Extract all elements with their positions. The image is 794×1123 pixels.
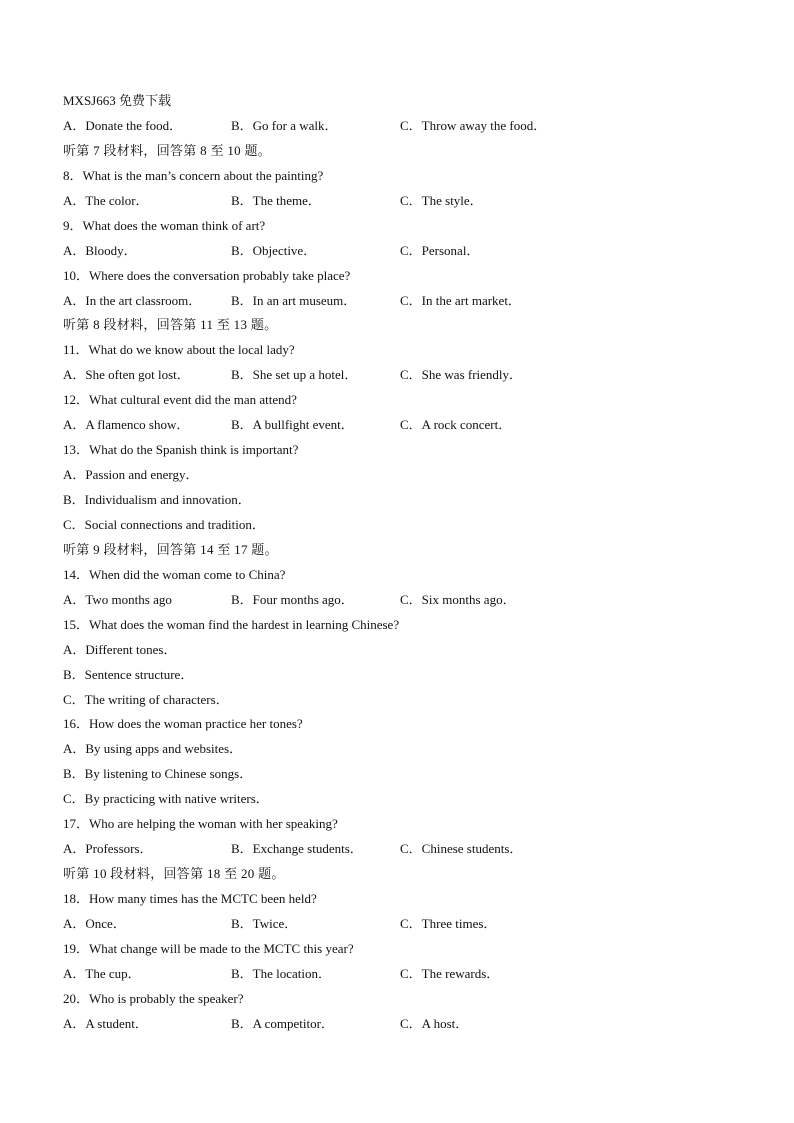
question-text: 14．When did the woman come to China? — [63, 566, 286, 582]
question-text: 13．What do the Spanish think is important? — [63, 442, 299, 458]
option-b: B．A bullfight event． — [231, 417, 354, 433]
section-instruction: 听第 7 段材料，回答第 8 至 10 题。 — [63, 142, 272, 158]
option-c: C．Throw away the food． — [400, 117, 547, 133]
option-b: B．The location． — [231, 965, 332, 981]
option-a: A．Bloody． — [63, 242, 137, 258]
question-text: 12．What cultural event did the man attend? — [63, 392, 297, 408]
exam-content — [63, 89, 743, 1037]
option-a: A．The color． — [63, 192, 149, 208]
option-line: A．Passion and energy． — [63, 467, 199, 483]
option-c: C．Personal． — [400, 242, 480, 258]
option-b: B．Objective． — [231, 242, 317, 258]
option-b: B．A competitor． — [231, 1015, 334, 1031]
option-a: A．The cup． — [63, 965, 141, 981]
option-b: B．She set up a hotel． — [231, 367, 358, 383]
option-c: C．The rewards． — [400, 965, 500, 981]
option-c: C．In the art market． — [400, 292, 521, 308]
option-line: C．By practicing with native writers． — [63, 791, 269, 807]
option-c: C．Six months ago． — [400, 591, 516, 607]
option-a: A．Professors． — [63, 841, 153, 857]
option-a: A．Donate the food． — [63, 117, 183, 133]
option-b: B．Go for a walk． — [231, 117, 338, 133]
options-row — [63, 413, 743, 438]
option-a: A．A flamenco show． — [63, 417, 190, 433]
page-header: MXSJ663 免费下载 — [63, 93, 171, 108]
section-instruction: 听第 9 段材料，回答第 14 至 17 题。 — [63, 541, 278, 557]
question-text: 17．Who are helping the woman with her speaking? — [63, 816, 338, 832]
section-instruction: 听第 10 段材料，回答第 18 至 20 题。 — [63, 866, 285, 882]
option-a: A．She often got lost． — [63, 367, 190, 383]
question-text: 20．Who is probably the speaker? — [63, 990, 244, 1006]
options-row — [63, 1012, 743, 1037]
option-line: A．Different tones． — [63, 641, 177, 657]
option-a: A．In the art classroom． — [63, 292, 202, 308]
options-row — [63, 962, 743, 987]
option-line: A．By using apps and websites． — [63, 741, 243, 757]
option-line: B．By listening to Chinese songs． — [63, 766, 253, 782]
option-b: B．In an art museum． — [231, 292, 357, 308]
option-c: C．Chinese students． — [400, 841, 523, 857]
section-instruction: 听第 8 段材料，回答第 11 至 13 题。 — [63, 317, 278, 333]
option-a: A．Two months ago — [63, 591, 172, 607]
option-b: B．Exchange students． — [231, 841, 363, 857]
options-row — [63, 289, 743, 314]
question-text: 11．What do we know about the local lady? — [63, 342, 295, 358]
option-c: C．Three times． — [400, 915, 497, 931]
option-b: B．The theme． — [231, 192, 321, 208]
question-text: 16．How does the woman practice her tones? — [63, 716, 303, 732]
options-row — [63, 912, 743, 937]
option-c: C．The style． — [400, 192, 483, 208]
option-line: C．Social connections and tradition． — [63, 516, 265, 532]
options-row — [63, 239, 743, 264]
options-row — [63, 189, 743, 214]
options-row — [63, 837, 743, 862]
question-text: 10．Where does the conversation probably take place? — [63, 267, 351, 283]
option-c: C．A rock concert． — [400, 417, 512, 433]
options-row — [63, 114, 743, 139]
question-text: 18．How many times has the MCTC been held? — [63, 891, 317, 906]
question-text: 8．What is the man’s concern about the painting? — [63, 167, 324, 183]
option-b: B．Four months ago． — [231, 591, 354, 607]
question-text: 19．What change will be made to the MCTC this year? — [63, 940, 354, 956]
option-b: B．Twice． — [231, 915, 298, 931]
option-line: B．Individualism and innovation． — [63, 492, 251, 507]
options-row — [63, 363, 743, 388]
option-a: A．Once． — [63, 915, 126, 931]
option-line: B．Sentence structure． — [63, 666, 194, 682]
options-row — [63, 588, 743, 613]
question-text: 9．What does the woman think of art? — [63, 217, 266, 233]
question-text: 15．What does the woman find the hardest in learning Chinese? — [63, 616, 400, 632]
option-c: C．She was friendly． — [400, 367, 523, 383]
option-a: A．A student． — [63, 1015, 148, 1031]
option-c: C．A host． — [400, 1015, 469, 1031]
option-line: C．The writing of characters． — [63, 691, 229, 707]
